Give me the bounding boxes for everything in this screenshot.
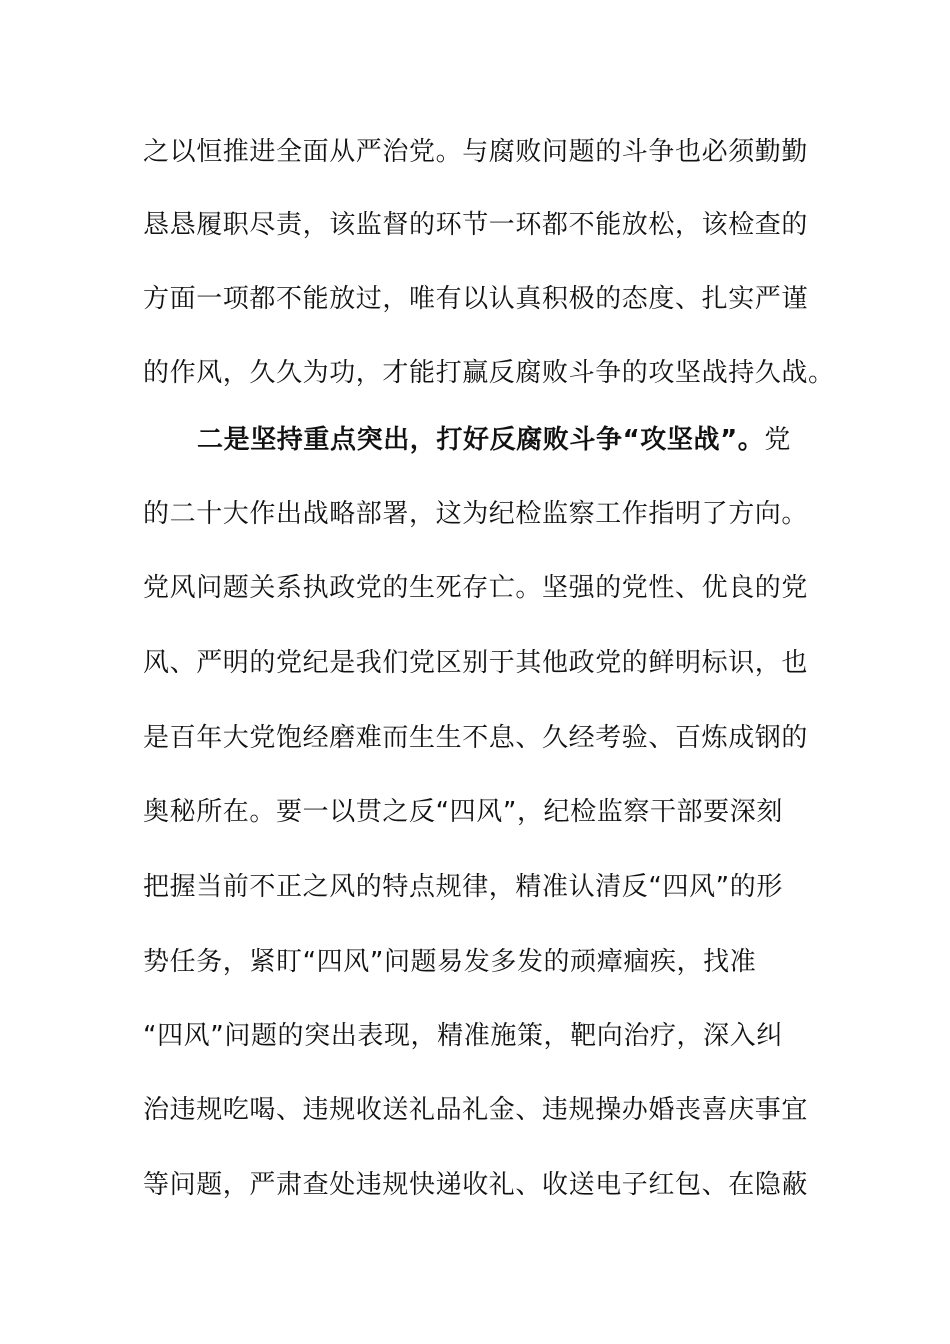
paragraph-line: 恳恳履职尽责，该监督的环节一环都不能放松，该检查的 bbox=[143, 210, 809, 240]
section-heading-line bbox=[197, 420, 817, 460]
section-heading: 二是坚持重点突出，打好反腐败斗争“攻坚战”。 bbox=[197, 425, 765, 455]
paragraph-line: 奥秘所在。要一以贯之反“四风”，纪检监察干部要深刻 bbox=[143, 797, 783, 827]
paragraph-line: 等问题，严肃查处违规快递收礼、收送电子红包、在隐蔽 bbox=[143, 1170, 809, 1200]
paragraph-line: 之以恒推进全面从严治党。与腐败问题的斗争也必须勤勤 bbox=[143, 137, 809, 167]
paragraph-line: 风、严明的党纪是我们党区别于其他政党的鲜明标识，也 bbox=[143, 648, 809, 678]
paragraph-text: 党 bbox=[764, 425, 791, 455]
paragraph-line: 势任务，紧盯“四风”问题易发多发的顽瘴痼疾，找准 bbox=[143, 947, 757, 977]
paragraph-line: 治违规吃喝、违规收送礼品礼金、违规操办婚丧喜庆事宜 bbox=[143, 1095, 809, 1125]
paragraph-line: 的二十大作出战略部署，这为纪检监察工作指明了方向。 bbox=[143, 499, 809, 529]
paragraph-line: 的作风，久久为功，才能打赢反腐败斗争的攻坚战持久战。 bbox=[143, 358, 835, 388]
paragraph-line: 党风问题关系执政党的生死存亡。坚强的党性、优良的党 bbox=[143, 573, 809, 603]
paragraph-line: 是百年大党饱经磨难而生生不息、久经考验、百炼成钢的 bbox=[143, 723, 809, 753]
paragraph-line: “四风”问题的突出表现，精准施策，靶向治疗，深入纠 bbox=[143, 1021, 783, 1051]
paragraph-line: 方面一项都不能放过，唯有以认真积极的态度、扎实严谨 bbox=[143, 284, 809, 314]
paragraph-line: 把握当前不正之风的特点规律，精准认清反“四风”的形 bbox=[143, 872, 783, 902]
